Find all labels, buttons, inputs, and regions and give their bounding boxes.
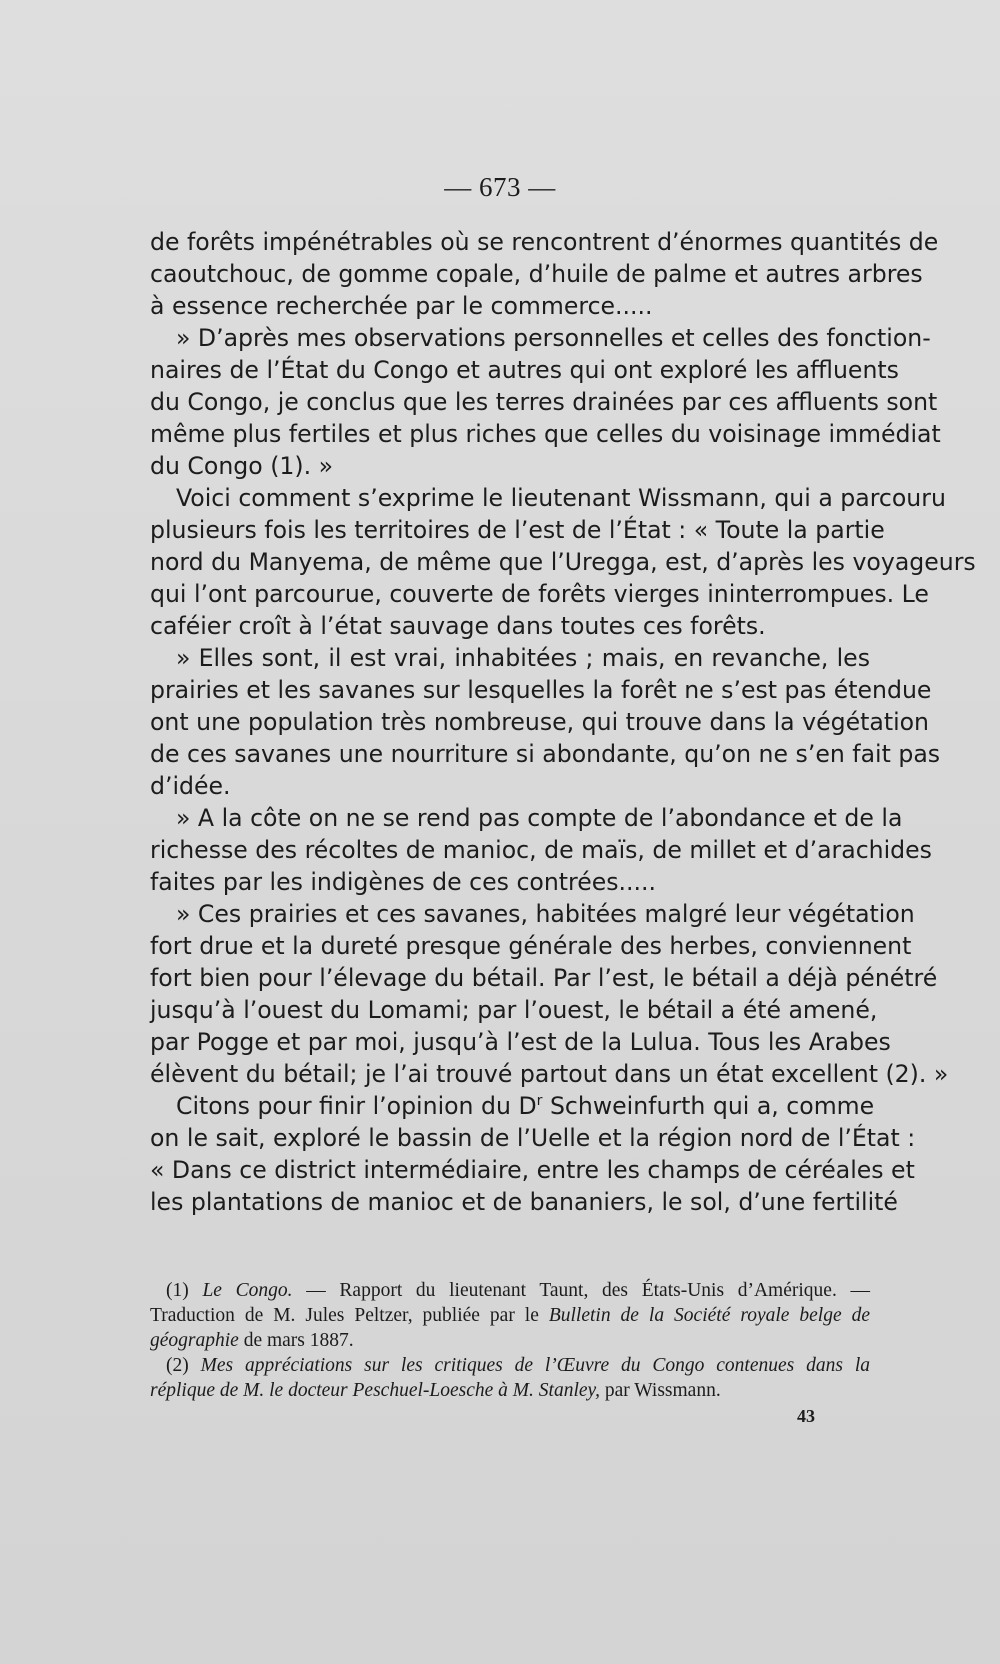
paragraph-4 xyxy=(150,642,941,802)
text-fragment: Traduction de M. Jules Peltzer, publiée par le xyxy=(150,1305,549,1326)
footnote-line xyxy=(150,1328,870,1353)
text-line: même plus fertiles et plus riches que celles du voisinage immédiat xyxy=(150,420,941,448)
superscript: r xyxy=(536,1093,543,1110)
text-line: » Elles sont, il est vrai, inhabitées ; mais, en revanche, les xyxy=(176,644,870,672)
footnote-1 xyxy=(150,1278,870,1353)
text-line: caoutchouc, de gomme copale, d’huile de palme et autres arbres xyxy=(150,260,923,288)
text-line: » Ces prairies et ces savanes, habitées malgré leur végétation xyxy=(176,900,915,928)
footnote-line xyxy=(150,1303,870,1328)
paragraph-5 xyxy=(150,802,932,898)
footnote-marker: (2) xyxy=(166,1355,189,1376)
paragraph-3 xyxy=(150,482,976,642)
text-line: fort bien pour l’élevage du bétail. Par l’est, le bétail a déjà pénétré xyxy=(150,964,938,992)
text-fragment: Bulletin de la Société royale belge de xyxy=(548,1305,870,1326)
footnotes xyxy=(150,1278,870,1403)
text-line: » D’après mes observations personnelles et celles des fonction- xyxy=(176,324,931,352)
text-fragment: de mars 1887. xyxy=(238,1330,354,1351)
text-line: Voici comment s’exprime le lieutenant Wissmann, qui a parcouru xyxy=(176,484,946,512)
text-line: de forêts impénétrables où se rencontrent d’énormes quantités de xyxy=(150,228,939,256)
text-fragment: Citons pour finir l’opinion du D xyxy=(176,1092,537,1120)
footnote-line xyxy=(150,1378,870,1403)
text-line: prairies et les savanes sur lesquelles la forêt ne s’est pas étendue xyxy=(150,676,932,704)
page-number: — 673 — xyxy=(444,172,556,202)
text-fragment: par Wissmann. xyxy=(600,1380,721,1401)
text-line: de ces savanes une nourriture si abondante, qu’on ne s’en fait pas xyxy=(150,740,941,768)
text-line: on le sait, exploré le bassin de l’Uelle et la région nord de l’État : xyxy=(150,1124,916,1152)
footnote-marker: (1) xyxy=(166,1280,189,1301)
text-line: qui l’ont parcourue, couverte de forêts vierges ininterrompues. Le xyxy=(150,580,929,608)
text-line: fort drue et la dureté presque générale des herbes, conviennent xyxy=(150,932,912,960)
text-line: faites par les indigènes de ces contrées..... xyxy=(150,868,657,896)
text-fragment: Schweinfurth qui a, comme xyxy=(542,1092,875,1120)
footnote-2 xyxy=(150,1353,870,1403)
body-text xyxy=(150,226,976,1218)
text-line: du Congo (1). » xyxy=(150,452,334,480)
text-line: les plantations de manioc et de bananiers, le sol, d’une fertilité xyxy=(150,1188,898,1216)
text-line: ont une population très nombreuse, qui trouve dans la végétation xyxy=(150,708,930,736)
footnote-title: Le Congo. xyxy=(202,1280,293,1301)
paragraph-7 xyxy=(150,1090,916,1218)
text-line xyxy=(150,1090,875,1122)
text-line: plusieurs fois les territoires de l’est de l’État : « Toute la partie xyxy=(150,516,885,544)
text-line: jusqu’à l’ouest du Lomami; par l’ouest, le bétail a été amené, xyxy=(150,996,878,1024)
printer-signature: 43 xyxy=(797,1406,815,1426)
paragraph-2 xyxy=(150,322,941,482)
text-line: « Dans ce district intermédiaire, entre les champs de céréales et xyxy=(150,1156,915,1184)
text-fragment: géographie xyxy=(150,1330,239,1351)
paragraph-6 xyxy=(150,898,949,1090)
text-line: richesse des récoltes de manioc, de maïs, de millet et d’arachides xyxy=(150,836,932,864)
footnote-line xyxy=(150,1278,870,1303)
footnote-line xyxy=(150,1353,870,1378)
text-fragment: — Rapport du lieutenant Taunt, des États-Unis d’Amérique. — xyxy=(292,1280,871,1301)
text-line: du Congo, je conclus que les terres drainées par ces affluents sont xyxy=(150,388,938,416)
text-line: caféier croît à l’état sauvage dans toutes ces forêts. xyxy=(150,612,766,640)
text-line: nord du Manyema, de même que l’Uregga, est, d’après les voyageurs xyxy=(150,548,976,576)
text-line: naires de l’État du Congo et autres qui ont exploré les affluents xyxy=(150,356,899,384)
text-line: d’idée. xyxy=(150,772,231,800)
text-line: élèvent du bétail; je l’ai trouvé partout dans un état excellent (2). » xyxy=(150,1060,949,1088)
text-line: à essence recherchée par le commerce..... xyxy=(150,292,653,320)
paragraph-1 xyxy=(150,226,939,322)
text-fragment: Mes appréciations sur les critiques de l’Œuvre du Congo contenues dans la xyxy=(200,1355,871,1376)
text-line: par Pogge et par moi, jusqu’à l’est de la Lulua. Tous les Arabes xyxy=(150,1028,891,1056)
text-fragment: réplique de M. le docteur Peschuel-Loesche à M. Stanley, xyxy=(150,1380,600,1401)
text-line: » A la côte on ne se rend pas compte de l’abondance et de la xyxy=(176,804,903,832)
